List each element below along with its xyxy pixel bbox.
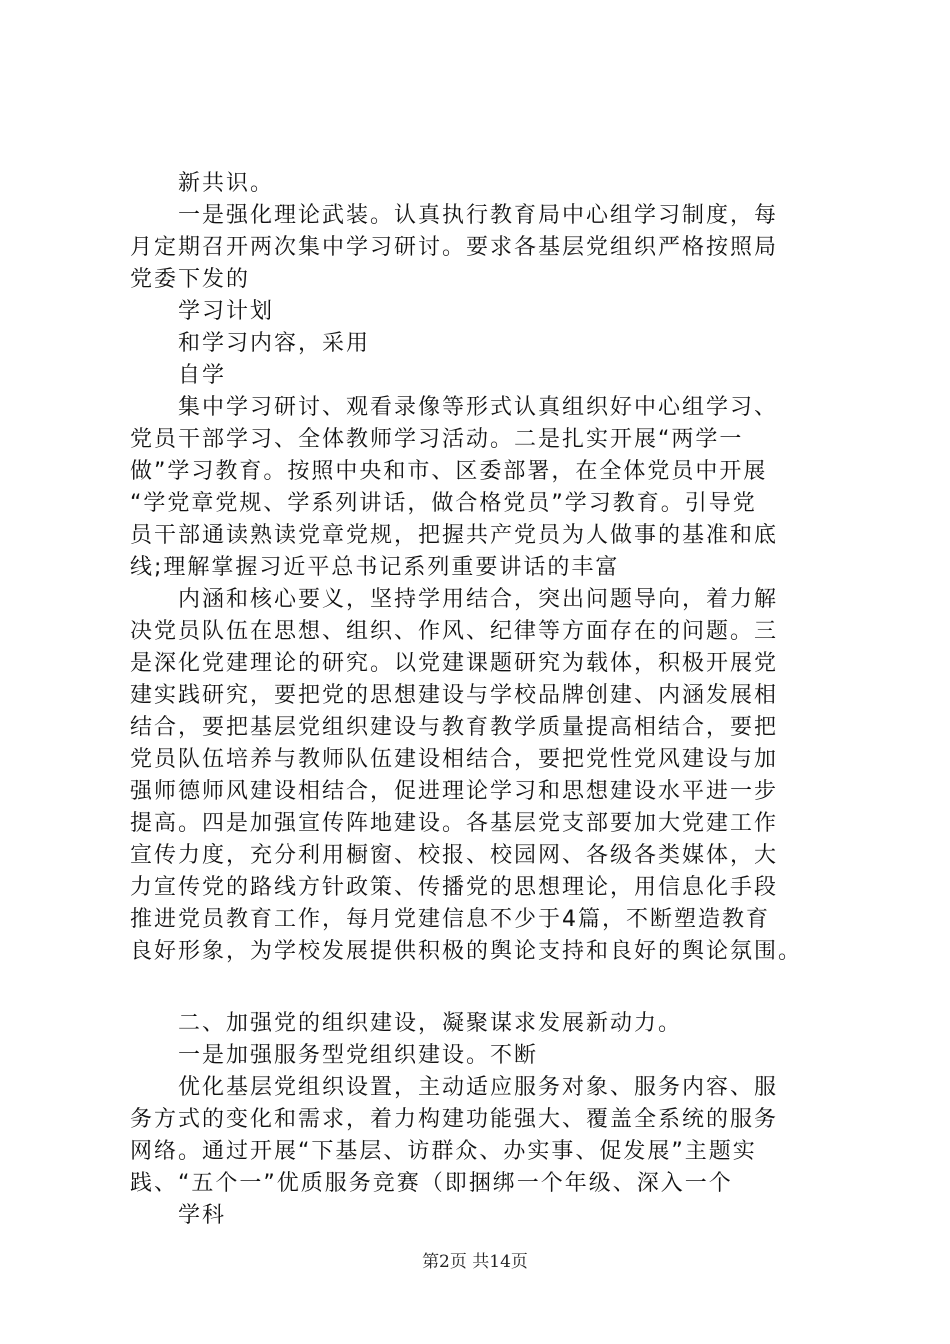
text-line: 学科 (178, 1203, 227, 1228)
text-line: 践、“五个一”优质服务竞赛（即捆绑一个年级、深入一个 (130, 1171, 733, 1196)
text-line: 推进党员教育工作，每月党建信息不少于4篇，不断塑造教育 (130, 907, 770, 932)
text-line: 员干部通读熟读党章党规，把握共产党员为人做事的基准和底 (130, 523, 779, 548)
text-line: 学习计划 (178, 299, 275, 324)
text-line: 力宣传党的路线方针政策、传播党的思想理论，用信息化手段 (130, 875, 779, 900)
page-footer: 第2页 共14页 (422, 1252, 528, 1272)
text-line: 良好形象，为学校发展提供积极的舆论支持和良好的舆论氛围。 (130, 939, 803, 964)
text-line: 自学 (178, 363, 227, 388)
text-line: 党员干部学习、全体教师学习活动。二是扎实开展“两学一 (130, 427, 744, 452)
text-line: 宣传力度，充分利用橱窗、校报、校园网、各级各类媒体，大 (130, 843, 779, 868)
text-line: 优化基层党组织设置，主动适应服务对象、服务内容、服 (178, 1075, 779, 1100)
text-line: 党员队伍培养与教师队伍建设相结合，要把党性党风建设与加 (130, 747, 779, 772)
text-line: 务方式的变化和需求，着力构建功能强大、覆盖全系统的服务 (130, 1107, 779, 1132)
text-line: 结合，要把基层党组织建设与教育教学质量提高相结合，要把 (130, 715, 779, 740)
text-line: 一是强化理论武装。认真执行教育局中心组学习制度，每 (178, 203, 779, 228)
text-line: 提高。四是加强宣传阵地建设。各基层党支部要加大党建工作 (130, 811, 779, 836)
text-line: 新共识。 (178, 171, 275, 196)
text-line: 是深化党建理论的研究。以党建课题研究为载体，积极开展党 (130, 651, 779, 676)
text-line: 内涵和核心要义，坚持学用结合，突出问题导向，着力解 (178, 587, 779, 612)
text-line: 一是加强服务型党组织建设。不断 (178, 1043, 539, 1068)
text-line: 强师德师风建设相结合，促进理论学习和思想建设水平进一步 (130, 779, 779, 804)
text-line: 决党员队伍在思想、组织、作风、纪律等方面存在的问题。三 (130, 619, 779, 644)
text-line: 和学习内容，采用 (178, 331, 371, 356)
text-line: 党委下发的 (130, 267, 251, 292)
paragraph-gap (130, 968, 860, 1008)
text-line: 月定期召开两次集中学习研讨。要求各基层党组织严格按照局 (130, 235, 779, 260)
text-line: 做”学习教育。按照中央和市、区委部署，在全体党员中开展 (130, 459, 768, 484)
text-line: 建实践研究，要把党的思想建设与学校品牌创建、内涵发展相 (130, 683, 779, 708)
text-line: 线;理解掌握习近平总书记系列重要讲话的丰富 (130, 555, 620, 580)
text-line: 集中学习研讨、观看录像等形式认真组织好中心组学习、 (178, 395, 779, 420)
text-line: “学党章党规、学系列讲话，做合格党员”学习教育。引导党 (130, 491, 757, 516)
document-body (130, 168, 860, 1232)
section-heading: 二、加强党的组织建设，凝聚谋求发展新动力。 (178, 1011, 683, 1036)
text-line: 网络。通过开展“下基层、访群众、办实事、促发展”主题实 (130, 1139, 757, 1164)
